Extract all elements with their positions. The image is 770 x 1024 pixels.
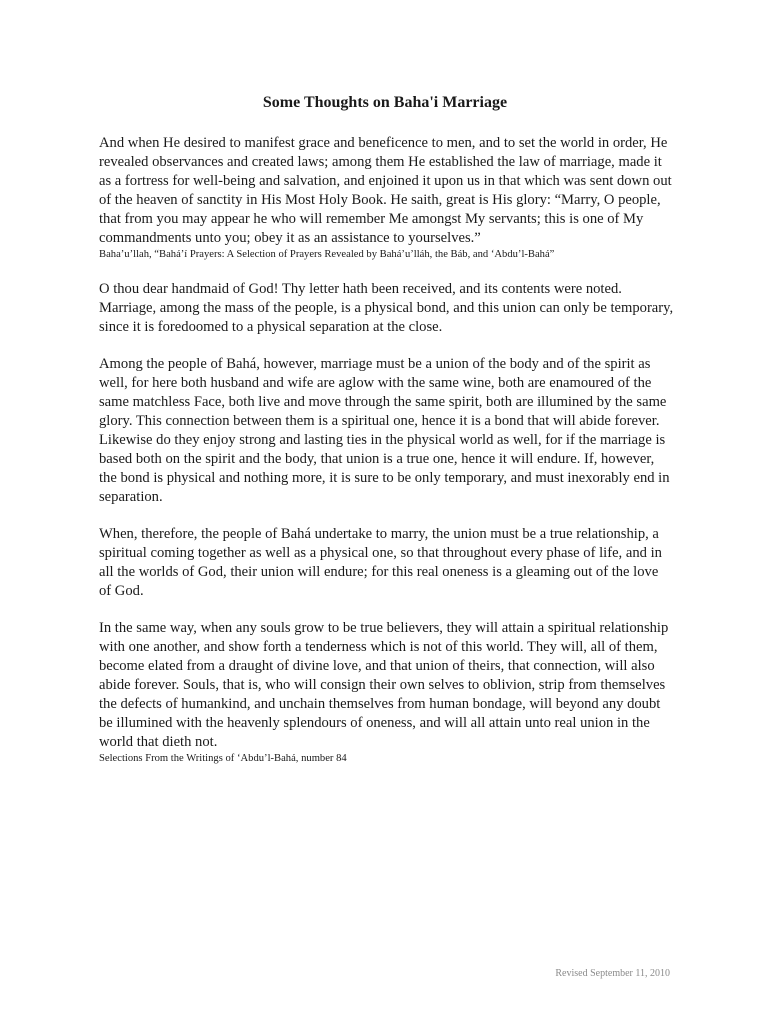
- document-title: Some Thoughts on Baha'i Marriage: [262, 94, 508, 111]
- paragraph-people-of-baha: Among the people of Bahá, however, marriage must be a union of the body and of the spirit as well, for here both husband and wife are aglow with the same wine, both are enamoured of the same matchless Face, both live and move through the same spirit, both are illumined by the same glory. This connection between them is a spiritual one, hence it is a bond that will abide forever. Likewise do they enjoy strong and lasting ties in the physical world as well, for if the marriage is based both on the spirit and the body, that union is a true one, hence it will endure. If, however, the bond is physical and nothing more, it is sure to be only temporary, and must inexorably end in separation.: [99, 356, 670, 505]
- spacer: [99, 507, 674, 525]
- paragraph-true-relationship: When, therefore, the people of Bahá undertake to marry, the union must be a true relationship, a spiritual coming together as well as a physical one, so that throughout every phase of life, and in all the worlds of God, their union will endure; for this real oneness is a gleaming out of the love of God.: [99, 526, 662, 599]
- spacer: [99, 262, 674, 280]
- spacer: [99, 337, 674, 355]
- paragraph-true-believers: In the same way, when any souls grow to be true believers, they will attain a spiritual relationship with one another, and show forth a tenderness which is not of this world. They will, all of them, become elated from a draught of divine love, and that union of theirs, that connection, will also abide forever. Souls, that is, who will consign their own selves to oblivion, strip from themselves the defects of humankind, and unchain themselves from human bondage, will beyond any doubt be illumined with the heavenly splendours of oneness, and will all attain unto real union in the world that dieth not.: [99, 620, 669, 750]
- paragraph-handmaid: O thou dear handmaid of God! Thy letter hath been received, and its contents were noted. Marriage, among the mass of the people, is a physical bond, and this union can only be temporary, since it is foredoomed to a physical separation at the close.: [99, 281, 674, 335]
- citation-bahaullah: Baha’u’llah, “Bahá’í Prayers: A Selection of Prayers Revealed by Bahá’u’lláh, the Báb, and ‘Abdu’l-Bahá”: [99, 249, 555, 260]
- spacer: [99, 601, 674, 619]
- document-body: [99, 134, 674, 766]
- paragraph-law-of-marriage: And when He desired to manifest grace and beneficence to men, and to set the world in order, He revealed observances and created laws; among them He established the law of marriage, made it as a fortress for well-being and salvation, and enjoined it upon us in that which was sent down out of the heaven of sanctity in His Most Holy Book. He saith, great is His glory: “Marry, O people, that from you may appear he who will remember Me amongst My servants; this is one of My commandments unto you; obey it as an assistance to yourselves.”: [99, 135, 672, 246]
- revision-date: Revised September 11, 2010: [555, 968, 670, 979]
- citation-abdul-baha: Selections From the Writings of ‘Abdu’l-Bahá, number 84: [99, 753, 347, 764]
